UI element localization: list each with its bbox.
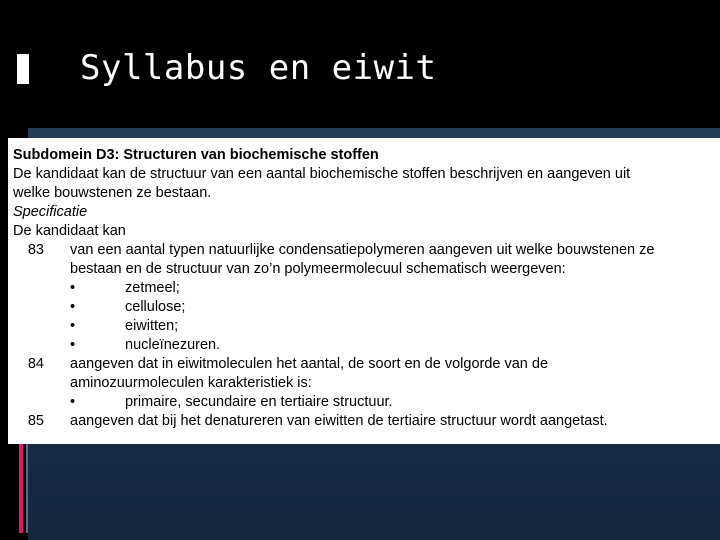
bullet-text: zetmeel; [125, 280, 180, 296]
item-number: 84 [27, 356, 44, 372]
bullet-icon: • [70, 280, 76, 296]
intro-line: De kandidaat kan de structuur van een aantal biochemische stoffen beschrijven en aangeven uit [13, 166, 631, 182]
syllabus-item [13, 412, 720, 431]
item-text: aangeven dat bij het denatureren van eiwitten de tertiaire structuur wordt aangetast. [70, 413, 608, 429]
item-number: 83 [27, 242, 44, 258]
bullet-icon: • [70, 337, 76, 353]
syllabus-item [13, 355, 720, 374]
intro-line: welke bouwstenen ze bestaan. [13, 185, 212, 201]
bullet-text: nucleïnezuren. [125, 337, 221, 353]
item-text: van een aantal typen natuurlijke condensatiepolymeren aangeven uit welke bouwstenen ze [70, 242, 655, 258]
bullet-item [13, 317, 720, 336]
bullet-item [13, 336, 720, 355]
slide-title: Syllabus en eiwit [80, 48, 437, 88]
accent-line [19, 443, 23, 533]
title-marker [17, 54, 29, 84]
bullet-icon: • [70, 299, 76, 315]
syllabus-item [13, 241, 720, 260]
bullet-item [13, 279, 720, 298]
lead-text: De kandidaat kan [13, 223, 126, 239]
document-heading: Subdomein D3: Structuren van biochemische stoffen [13, 147, 379, 163]
item-text: aangeven dat in eiwitmoleculen het aantal, de soort en de volgorde van de [70, 356, 549, 372]
accent-line-secondary [26, 443, 28, 533]
bullet-text: eiwitten; [125, 318, 179, 334]
bullet-item [13, 298, 720, 317]
item-text-continuation: aminozuurmoleculen karakteristiek is: [70, 375, 312, 391]
bullet-icon: • [70, 394, 76, 410]
specification-label: Specificatie [13, 204, 88, 220]
item-text-continuation: bestaan en de structuur van zo’n polymeermolecuul schematisch weergeven: [70, 261, 566, 277]
item-number: 85 [27, 413, 44, 429]
bullet-icon: • [70, 318, 76, 334]
syllabus-document [8, 138, 720, 444]
bullet-text: primaire, secundaire en tertiaire structuur. [125, 394, 393, 410]
bullet-item [13, 393, 720, 412]
bullet-text: cellulose; [125, 299, 186, 315]
